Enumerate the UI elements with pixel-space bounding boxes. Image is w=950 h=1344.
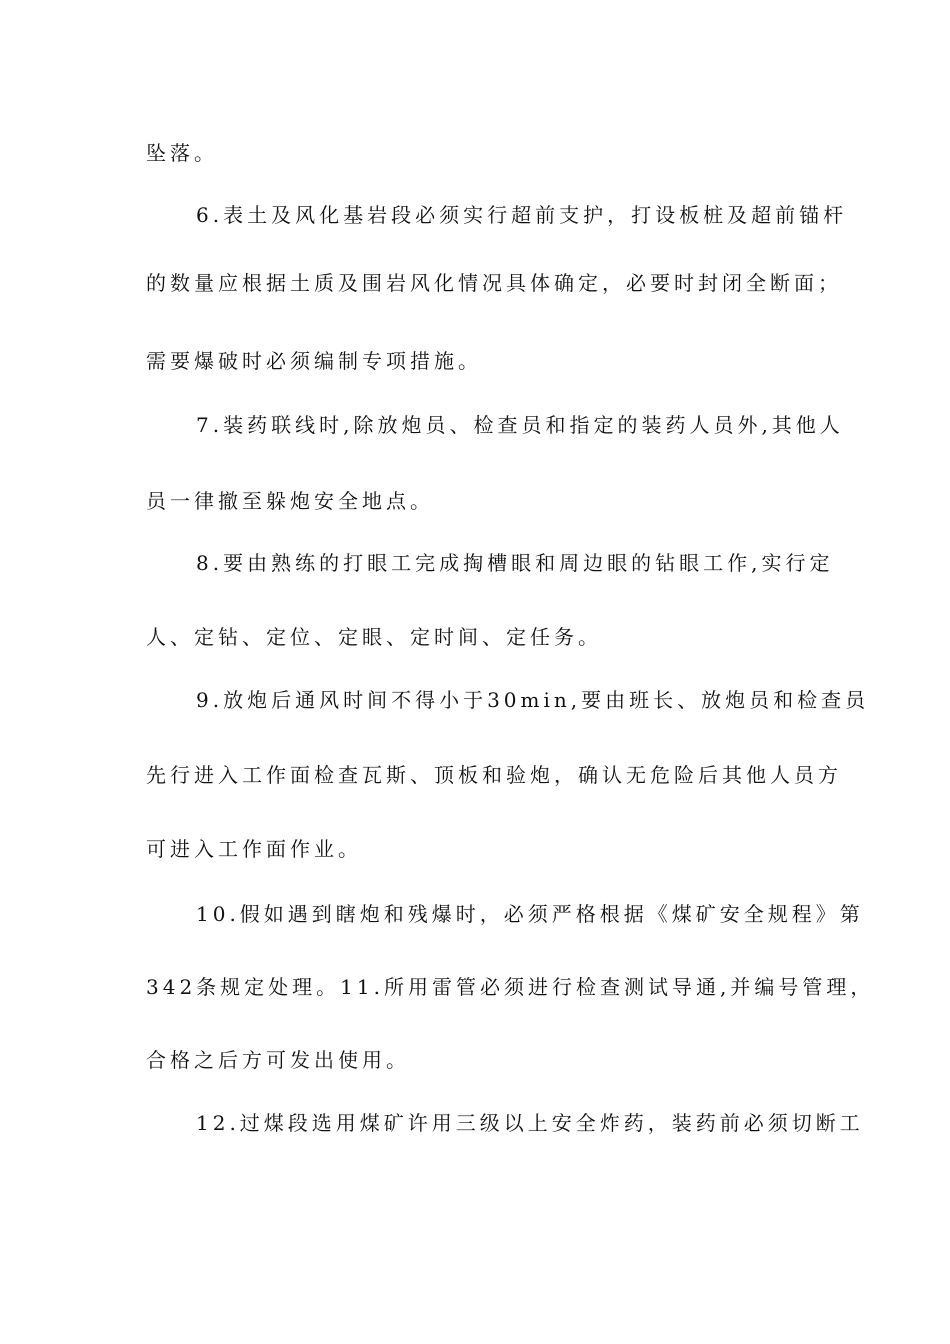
text-line: 12.过煤段选用煤矿许用三级以上安全炸药，装药前必须切断工 (196, 1111, 864, 1135)
text-line: 员一律撤至躲炮安全地点。 (146, 489, 434, 513)
text-line: 7.装药联线时,除放炮员、检查员和指定的装药人员外,其他人 (196, 413, 844, 437)
text-line: 10.假如遇到瞎炮和残爆时，必须严格根据《煤矿安全规程》第 (196, 902, 864, 926)
text-line: 9.放炮后通风时间不得小于30min,要由班长、放炮员和检查员 (196, 688, 870, 712)
text-line: 坠落。 (146, 141, 218, 165)
text-line: 的数量应根据土质及围岩风化情况具体确定，必要时封闭全断面； (146, 271, 842, 295)
text-line: 需要爆破时必须编制专项措施。 (146, 349, 482, 373)
text-line: 8.要由熟练的打眼工完成掏槽眼和周边眼的钻眼工作,实行定 (196, 551, 834, 575)
text-line: 342条规定处理。11.所用雷管必须进行检查测试导通,并编号管理， (146, 975, 875, 999)
text-line: 先行进入工作面检查瓦斯、顶板和验炮，确认无危险后其他人员方 (146, 763, 842, 787)
text-line: 人、定钻、定位、定眼、定时间、定任务。 (146, 625, 602, 649)
text-line: 可进入工作面作业。 (146, 837, 362, 861)
text-line: 合格之后方可发出使用。 (146, 1048, 410, 1072)
text-line: 6.表土及风化基岩段必须实行超前支护，打设板桩及超前锚杆 (196, 203, 848, 227)
